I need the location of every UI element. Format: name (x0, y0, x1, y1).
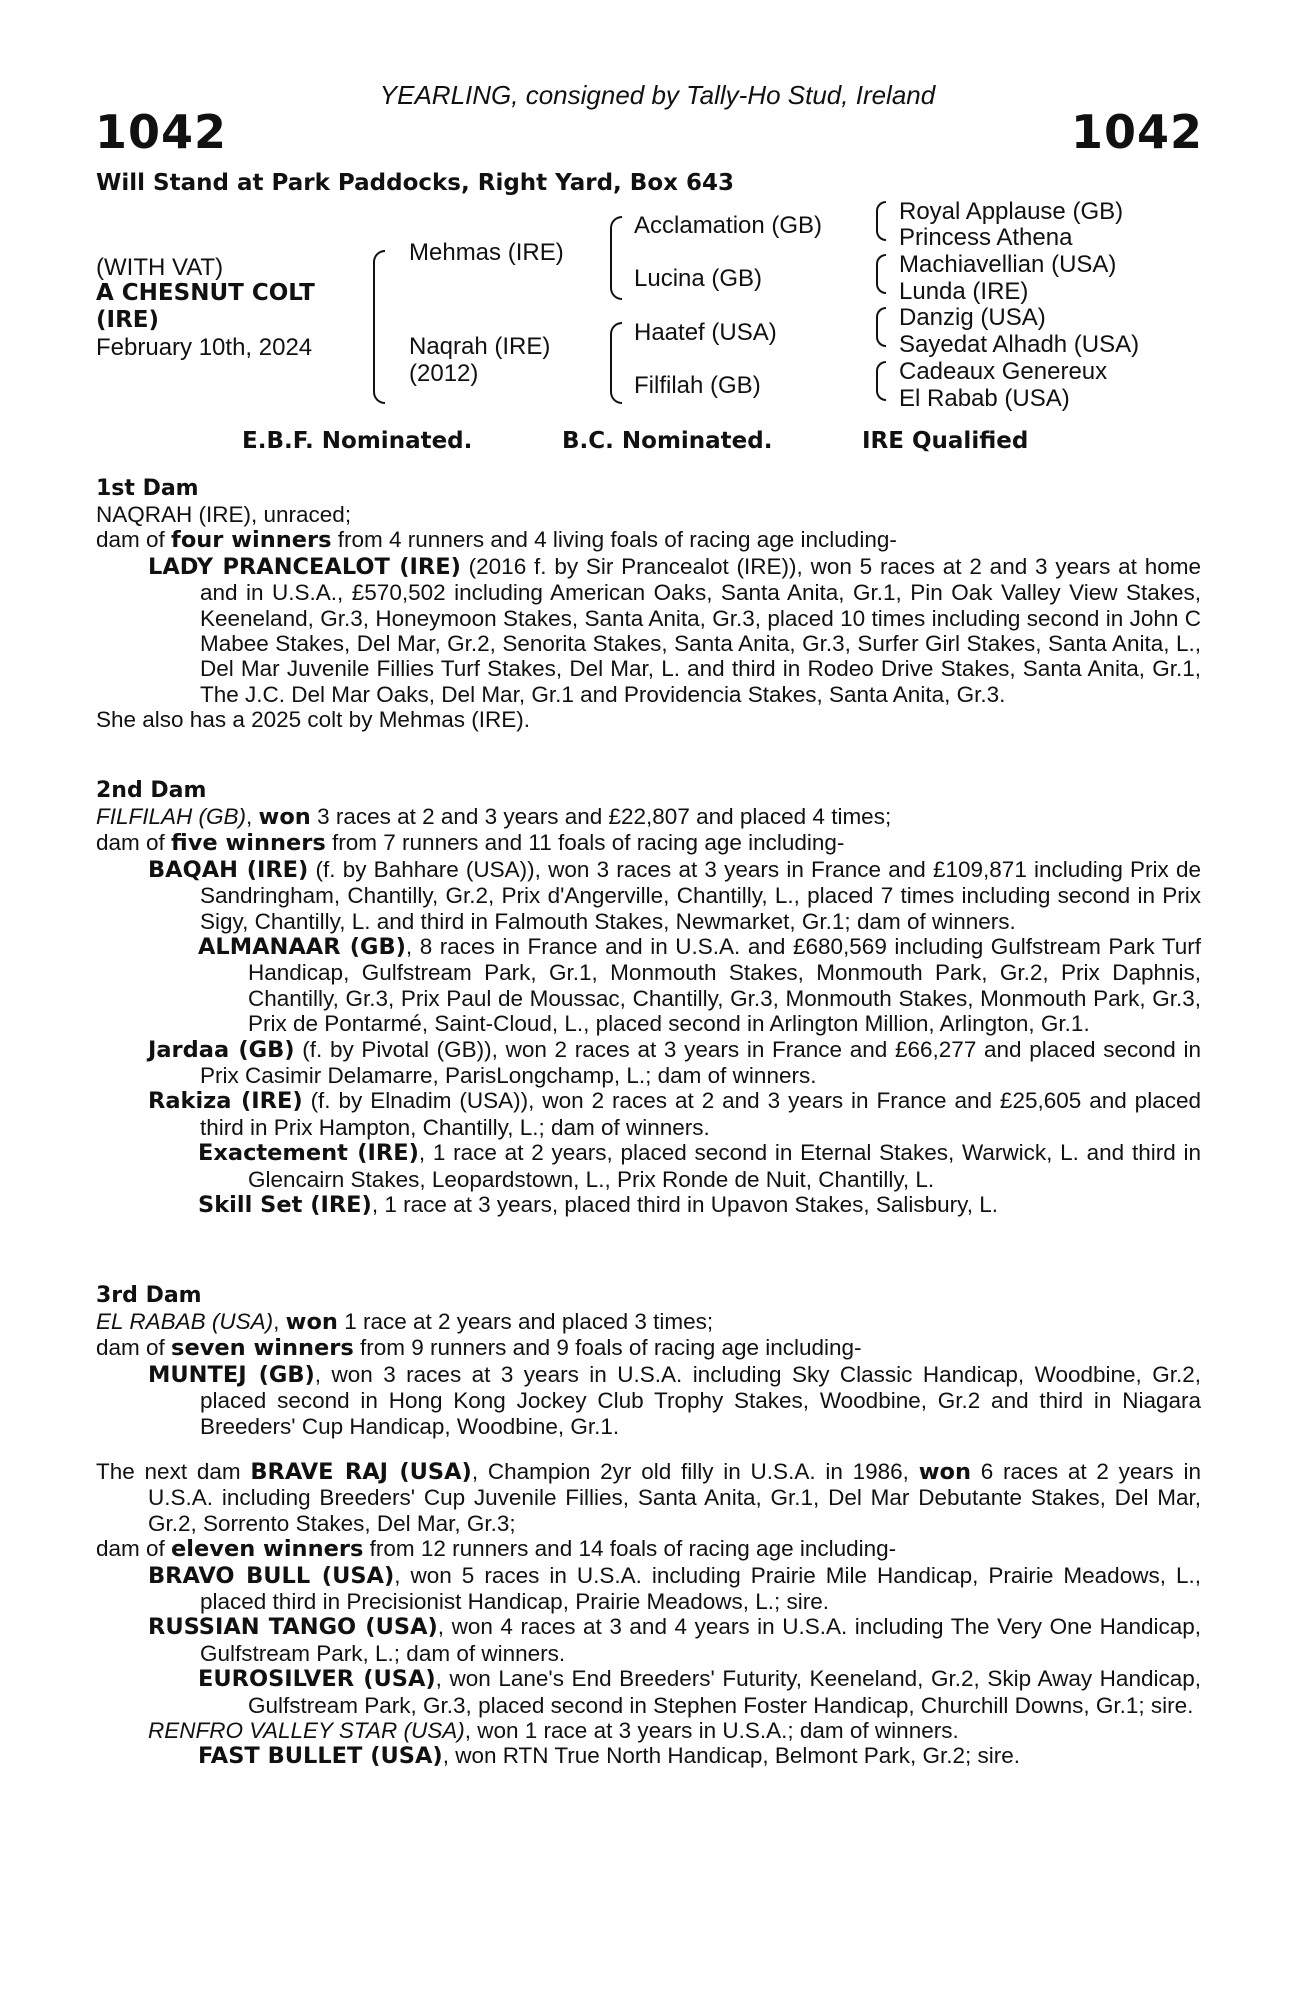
nomination-bc: B.C. Nominated. (562, 428, 773, 454)
pedigree-gen3: Royal Applause (GB) (899, 198, 1124, 225)
pedigree-gen3: Sayedat Alhadh (USA) (899, 331, 1140, 358)
produce-entry: LADY PRANCEALOT (IRE) (2016 f. by Sir Prancealot (IRE)), won 5 races at 2 and 3 years at home and in U.S.A., £570,502 including American Oaks, Santa Anita, Gr.1, Pin Oak Valley View Stakes, Keeneland, Gr.3, Honeymoon Stakes, Santa Anita, Gr.3, placed 10 times including second in John C Mabee Stakes, Del Mar, Gr.2, Senorita Stakes, Santa Anita, Gr.3, Surfer Girl Stakes, Santa Anita, L., Del Mar Juvenile Fillies Turf Stakes, Del Mar, L. and third in Rodeo Drive Stakes, Santa Anita, Gr.1, The J.C. Del Mar Oaks, Del Mar, Gr.1 and Providencia Stakes, Santa Anita, Gr.3. (148, 553, 1202, 707)
produce-entry: FAST BULLET (USA), won RTN True North Handicap, Belmont Park, Gr.2; sire. (198, 1743, 1020, 1770)
first-dam-name-line: NAQRAH (IRE), unraced; (96, 502, 352, 527)
pedigree-gen3: Cadeaux Genereux (899, 358, 1108, 385)
produce-entry: BAQAH (IRE) (f. by Bahhare (USA)), won 3 races at 3 years in France and £109,871 including Prix de Sandringham, Chantilly, Gr.2, Prix d'Angerville, Chantilly, L., placed 7 times including second in Prix Sigy, Chantilly, L. and third in Falmouth Stakes, Newmarket, Gr.1; dam of winners. (148, 856, 1201, 934)
fourth-dam-section (96, 1459, 1201, 1770)
pedigree-gen3: Lunda (IRE) (899, 278, 1029, 305)
third-dam-heading: 3rd Dam (96, 1283, 202, 1308)
pedigree-gen2: Acclamation (GB) (634, 212, 823, 239)
first-dam-produce: dam of four winners from 4 runners and 4 living foals of racing age including- (96, 527, 897, 554)
second-dam-produce: dam of five winners from 7 runners and 11 foals of racing age including- (96, 830, 845, 857)
pedigree-brace (610, 216, 622, 300)
produce-entry: EUROSILVER (USA), won Lane's End Breeders' Futurity, Keeneland, Gr.2, Skip Away Handicap, Gulfstream Park, Gr.3, placed second in Stephen Foster Handicap, Churchill Downs, Gr.1; sire. (198, 1666, 1202, 1718)
pedigree-gen2: Filfilah (GB) (634, 372, 761, 399)
first-dam-note: She also has a 2025 colt by Mehmas (IRE). (96, 707, 530, 733)
pedigree-brace (373, 250, 385, 404)
third-dam-produce: dam of seven winners from 9 runners and 9 foals of racing age including- (96, 1335, 862, 1362)
produce-entry: Skill Set (IRE), 1 race at 3 years, placed third in Upavon Stakes, Salisbury, L. (198, 1192, 998, 1219)
produce-entry: BRAVO BULL (USA), won 5 races in U.S.A. including Prairie Mile Handicap, Prairie Meadows, L., placed third in Precisionist Handicap, Prairie Meadows, L.; sire. (148, 1562, 1201, 1615)
produce-entry: Rakiza (IRE) (f. by Elnadim (USA)), won 2 races at 2 and 3 years in France and £25,605 and placed third in Prix Hampton, Chantilly, L.; dam of winners. (148, 1088, 1201, 1140)
pedigree-gen3: El Rabab (USA) (899, 385, 1070, 412)
third-dam-name-line: EL RABAB (USA), won 1 race at 2 years and placed 3 times; (96, 1309, 714, 1335)
produce-entry: Jardaa (GB) (f. by Pivotal (GB)), won 2 races at 3 years in France and £66,277 and placed second in Prix Casimir Delamarre, ParisLongchamp, L.; dam of winners. (148, 1036, 1202, 1089)
pedigree-brace (876, 361, 886, 401)
second-dam-heading: 2nd Dam (96, 778, 207, 803)
pedigree-brace (876, 307, 886, 347)
consignor-line: YEARLING, consigned by Tally-Ho Stud, Ireland (379, 80, 936, 110)
pedigree-sire: Mehmas (IRE) (409, 239, 564, 266)
produce-entry: Exactement (IRE), 1 race at 2 years, placed second in Eternal Stakes, Warwick, L. and third in Glencairn Stakes, Leopardstown, L., Prix Ronde de Nuit, Chantilly, L. (198, 1140, 1201, 1192)
pedigree-gen3: Danzig (USA) (899, 304, 1046, 331)
foaling-date: February 10th, 2024 (96, 334, 313, 361)
stand-location: Will Stand at Park Paddocks, Right Yard, Box 643 (96, 170, 734, 196)
lot-number-right: 1042 (1070, 105, 1203, 159)
produce-entry: RENFRO VALLEY STAR (USA), won 1 race at 3 years in U.S.A.; dam of winners. (148, 1718, 959, 1744)
pedigree-brace (876, 201, 886, 241)
vat-label: (WITH VAT) (96, 254, 224, 281)
horse-title: A CHESNUT COLT (96, 280, 315, 306)
produce-name: LADY PRANCEALOT (IRE) (148, 553, 461, 580)
third-dam-section (96, 1283, 1201, 1439)
pedigree-brace (610, 322, 622, 404)
lot-number-left: 1042 (95, 105, 228, 159)
produce-entry: ALMANAAR (GB), 8 races in France and in U.S.A. and £680,569 including Gulfstream Park Turf Handicap, Gulfstream Park, Gr.1, Monmouth Stakes, Monmouth Park, Gr.2, Prix Daphnis, Chantilly, Gr.3, Prix Paul de Moussac, Chantilly, Gr.3, Monmouth Stakes, Monmouth Park, Gr.3, Prix de Pontarmé, Saint-Cloud, L., placed second in Arlington Million, Arlington, Gr.1. (198, 934, 1201, 1037)
fourth-dam-produce: dam of eleven winners from 12 runners and 14 foals of racing age including- (96, 1536, 897, 1563)
nomination-ebf: E.B.F. Nominated. (242, 428, 473, 454)
horse-title-country: (IRE) (96, 307, 160, 333)
pedigree-brace (876, 254, 886, 294)
pedigree-dam: Naqrah (IRE) (409, 333, 551, 360)
produce-entry: MUNTEJ (GB), won 3 races at 3 years in U.S.A. including Sky Classic Handicap, Woodbine, Gr.2, placed second in Hong Kong Jockey Club Trophy Stakes, Woodbine, Gr.2 and third in Niagara Breeders' Cup Handicap, Woodbine, Gr.1. (148, 1361, 1201, 1439)
pedigree-dam-year: (2012) (409, 360, 479, 387)
first-dam-section (96, 476, 1201, 733)
fourth-dam-intro: The next dam BRAVE RAJ (USA), Champion 2yr old filly in U.S.A. in 1986, won 6 races at 2 years in U.S.A. including Breeders' Cup Juvenile Fillies, Santa Anita, Gr.1, Del Mar Debutante Stakes, Del Mar, Gr.2, Sorrento Stakes, Del Mar, Gr.3; (96, 1459, 1201, 1536)
pedigree-gen3: Machiavellian (USA) (899, 251, 1117, 278)
first-dam-heading: 1st Dam (96, 476, 199, 501)
second-dam-section (96, 778, 1201, 1219)
nomination-ire: IRE Qualified (862, 428, 1029, 454)
pedigree-gen2: Lucina (GB) (634, 265, 763, 292)
pedigree-gen3: Princess Athena (899, 224, 1073, 251)
produce-entry: RUSSIAN TANGO (USA), won 4 races at 3 and 4 years in U.S.A. including The Very One Handicap, Gulfstream Park, L.; dam of winners. (148, 1614, 1202, 1666)
pedigree-gen2: Haatef (USA) (634, 319, 777, 346)
second-dam-name-line: FILFILAH (GB), won 3 races at 2 and 3 years and £22,807 and placed 4 times; (96, 804, 892, 830)
